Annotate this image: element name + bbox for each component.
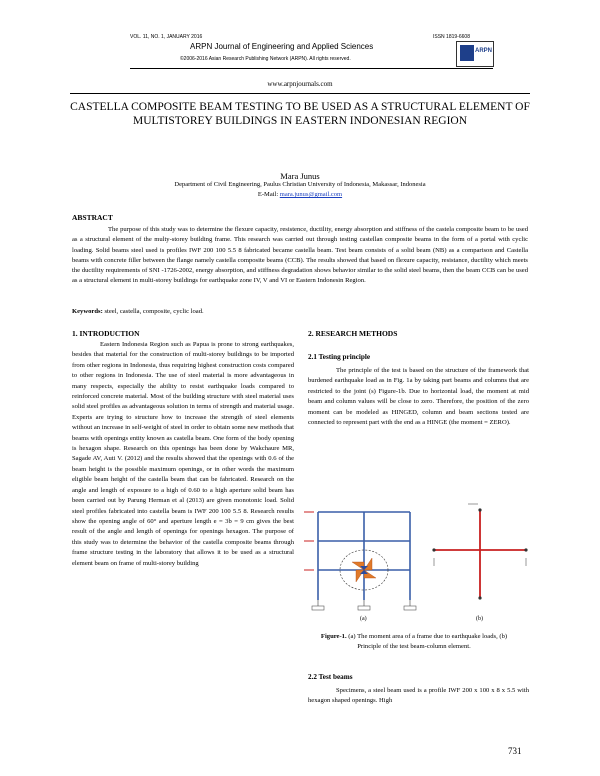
author-name: Mara Junus	[280, 171, 320, 181]
arpn-logo	[456, 41, 494, 67]
test-beams-heading: 2.2 Test beams	[308, 673, 353, 681]
journal-copyright: ©2006-2016 Asian Research Publishing Network (ARPN). All rights reserved.	[180, 56, 351, 62]
journal-name: ARPN Journal of Engineering and Applied Sciences	[190, 42, 374, 51]
email-link[interactable]: mara.junus@gmail.com	[279, 191, 343, 198]
page-number: 731	[508, 746, 522, 756]
abstract-text: The purpose of this study was to determine the flexure capacity, resistence, ductility, energy absorption and stiffness of the castela composite beam to be used as a structural element of the multy-storey building frame. This research was carried out through testing castellan composite beams in the form of a portal with cyclic loading. Solid beams steel used is profiles IWF 200 100 5.5 8 fabricated became castella beam. Test beam consists of a solid beam (NB) as a comparison and Castella beams with concrete filler between the flange namely castella composite beams (CCB). The results showed that based on flexure capacity, resistance, ductility which meets the ductility requirements of SNI -1726-2002, energy absorption, and stiffness degradation shows behavior similar to the solid steel beams, then the beam CCB can be used as a structural element in multi-storey buildings for earthquake zone IV, V and VI or Eastern Indonesin Region.	[72, 226, 528, 285]
load-arrows	[304, 512, 314, 570]
journal-issn: ISSN 1819-6608	[433, 34, 470, 40]
journal-volume: VOL. 11, NO. 1, JANUARY 2016	[130, 34, 203, 40]
paper-title: CASTELLA COMPOSITE BEAM TESTING TO BE USED AS A STRUCTURAL ELEMENT OF MULTISTOREY BUILDINGS IN EASTERN INDONESIAN REGION	[70, 101, 530, 127]
frame-diagram	[318, 512, 410, 600]
introduction-text: Eastern Indonesia Region such as Papua is prone to strong earthquakes, besides that material for the construction of multi-storey buildings to be imported from other regions in Indonesia, thus requiring highest construction costs compared to other regions in Indonesia. The use of steel material is more advantageous in many respects, especially the ability to resist earthquake loads compared to reinforced concrete material. Most of the building structure with steel material uses solid steel profiles as advantageous solution in terms of strength and material usage. Experts are trying to structure how to increase the strength of steel elements without an increase in self-weight of steel in order to obtain some new methods that beams with openings entity known as castella beam. One form of the body opening is hexagon shape. Research on this openings has been done by Wakchaure MR, Sagade AV, Auti V. (2012) and the results showed that the openings with 0.6 of the beam height is the possible maximum openings, or in other words the maximum eligible beam height of the castella beam that can be fabricated. Research on the angle and length of exposure to a high of 0.60 to a high aperture solid beam has been carried out by Parung Herman et al (2013) are given monotonic load. Solid steel profiles fabricated into castella beam is IWF 200 100 5.5 8. Research results show the opening angle of 60° and aperture length e = 3b = 9 cm gives the best result of the angle and length of openings for openings hexagon. The purpose of this study was to determine the behavior of the castella composite beams through frame structure testing in the laboratory that allows it to be used as a structural element beam on frame of multi-storey building	[72, 341, 294, 567]
email-label: E-Mail:	[257, 191, 280, 198]
keywords-text: steel, castella, composite, cyclic load.	[104, 308, 204, 315]
figure-1-caption-text: (a) The moment area of a frame due to earthquake loads, (b) Principle of the test beam-column element.	[346, 633, 508, 650]
author-email-line	[0, 191, 600, 198]
figure-label-a: (a)	[360, 616, 367, 622]
keywords-label: Keywords:	[72, 308, 103, 315]
journal-website[interactable]: www.arpnjournals.com	[267, 80, 333, 88]
figure-1-caption	[314, 632, 514, 651]
testing-principle-heading: 2.1 Testing principle	[308, 353, 371, 361]
figure-1	[300, 492, 530, 624]
test-beams-text: Specimens, a steel beam used is a profile IWF 200 x 100 x 8 x 5.5 with hexagon shaped openings. High	[308, 687, 529, 705]
introduction-heading: 1. INTRODUCTION	[72, 329, 140, 338]
testing-principle-text: The principle of the test is based on the structure of the framework that burdened earthquake load as in Fig. 1a by taking part beams and columns that are restricted to the joint (s) Figure-1b. Due to horizontal load, the moment at mid beam and column values will be close to zero. Therefore, the position of the zero moment can be modeled as HINGED, column and beam sections tested are connected to represent part with the end as a HINGE (the moment = ZERO).	[308, 367, 529, 427]
abstract-heading: ABSTRACT	[72, 213, 113, 222]
beam-column-element	[434, 510, 526, 598]
figure-label-b: (b)	[476, 616, 483, 622]
keywords	[72, 308, 204, 315]
website-divider	[70, 93, 530, 94]
logo-text: ARPN	[475, 48, 493, 54]
methods-heading: 2. RESEARCH METHODS	[308, 329, 398, 338]
figure-1-label: Figure-1.	[320, 633, 347, 640]
author-affiliation: Department of Civil Engineering, Paulus Christian University of Indonesia, Makassar, Indonesia	[174, 181, 426, 188]
header-divider	[130, 68, 493, 69]
logo-mark-icon	[460, 45, 474, 61]
